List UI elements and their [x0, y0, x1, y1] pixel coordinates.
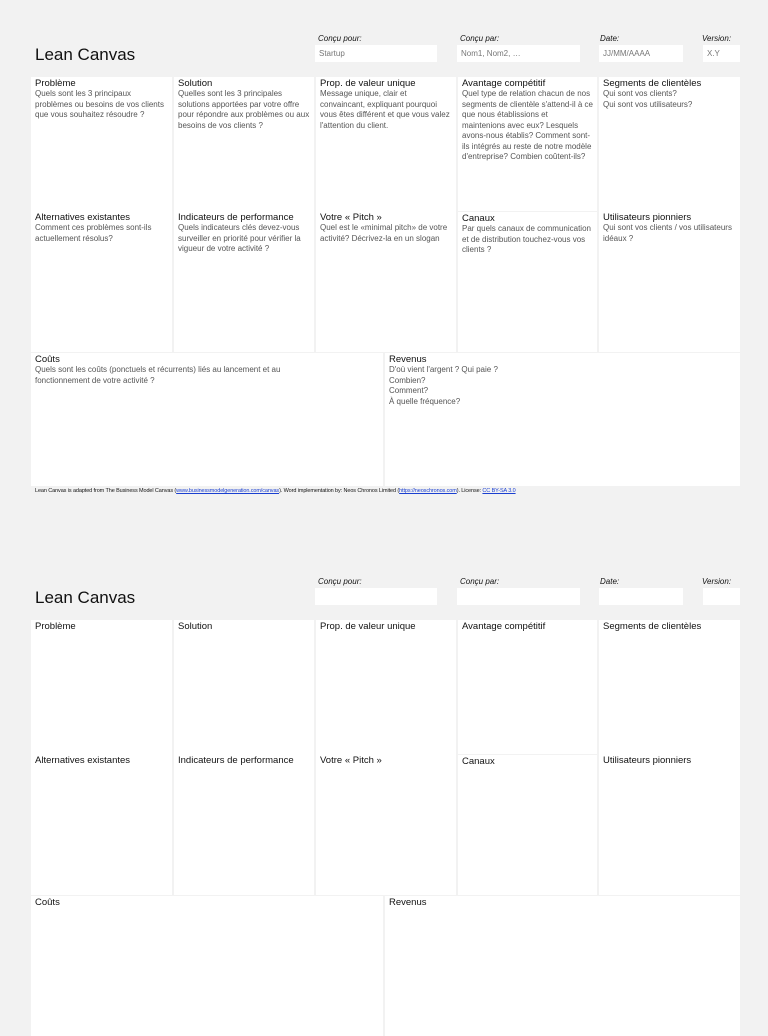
box-prop-valeur-desc: Message unique, clair et convaincant, expliquant pourquoi vous êtes différent et que vous valez l'attention du client.: [320, 89, 450, 130]
version-label-blank: Version:: [702, 577, 732, 586]
box-solution-title: Solution: [178, 78, 213, 89]
box-couts-desc: Quels sont les coûts (ponctuels et récurrents) liés au lancement et au fonctionnement de votre activité ?: [35, 365, 281, 385]
box-probleme-blank-title: Problème: [35, 621, 76, 632]
box-pitch[interactable]: [316, 211, 456, 352]
box-canaux-desc: Par quels canaux de communication et de distribution touchez-vous vos clients ?: [462, 224, 591, 254]
version-field[interactable]: X.Y: [703, 45, 740, 62]
box-pionniers[interactable]: [599, 211, 740, 352]
license-link[interactable]: CC BY-SA 3.0: [482, 488, 516, 494]
box-solution[interactable]: [174, 77, 314, 211]
box-couts[interactable]: [31, 353, 383, 486]
box-pitch-title: Votre « Pitch »: [320, 212, 382, 223]
footer-text-1: Lean Canvas is adapted from The Business Model Canvas (: [35, 488, 177, 494]
box-pionniers-desc: Qui sont vos clients / vos utilisateurs idéaux ?: [603, 223, 732, 243]
concu-par-field[interactable]: Nom1, Nom2, …: [457, 45, 580, 62]
concu-pour-field[interactable]: Startup: [315, 45, 437, 62]
box-solution-desc: Quelles sont les 3 principales solutions apportées par votre offre pour répondre aux problèmes ou aux besoins de vos clients ?: [178, 89, 310, 130]
box-pionniers-title: Utilisateurs pionniers: [603, 212, 692, 223]
box-avantage[interactable]: [458, 77, 597, 211]
box-segments-title: Segments de clientèles: [603, 78, 702, 89]
box-avantage-blank-title: Avantage compétitif: [462, 621, 546, 632]
box-prop-valeur-title: Prop. de valeur unique: [320, 78, 416, 89]
box-alternatives-blank[interactable]: [31, 754, 172, 895]
box-segments-blank-title: Segments de clientèles: [603, 621, 702, 632]
concu-par-field-blank[interactable]: [457, 588, 580, 605]
box-couts-blank-title: Coûts: [35, 897, 60, 908]
box-avantage-title: Avantage compétitif: [462, 78, 546, 89]
box-indicateurs-blank-title: Indicateurs de performance: [178, 755, 294, 766]
concu-par-label-blank: Conçu par:: [460, 577, 500, 586]
footer-text-2: ). Word implementation by: Neos Chronos Limited (: [279, 488, 400, 494]
box-alternatives[interactable]: [31, 211, 172, 352]
date-label: Date:: [600, 34, 620, 43]
concu-pour-label: Conçu pour:: [318, 34, 362, 43]
box-pionniers-blank-title: Utilisateurs pionniers: [603, 755, 692, 766]
license-footer: [35, 488, 516, 494]
box-solution-blank[interactable]: [174, 620, 314, 754]
neoschronos-link[interactable]: https://neoschronos.com: [399, 488, 457, 494]
box-alternatives-desc: Comment ces problèmes sont-ils actuellement résolus?: [35, 223, 152, 243]
box-canaux-blank-title: Canaux: [462, 756, 495, 767]
box-canaux-blank[interactable]: [458, 755, 597, 895]
box-revenus-desc: D'où vient l'argent ? Qui paie ? Combien? Comment? À quelle fréquence?: [389, 365, 498, 406]
box-pitch-desc: Quel est le «minimal pitch» de votre activité? Décrivez-la en un slogan: [320, 223, 448, 243]
box-indicateurs[interactable]: [174, 211, 314, 352]
page-title: Lean Canvas: [35, 45, 136, 64]
page-title-blank: Lean Canvas: [35, 588, 136, 607]
box-avantage-desc: Quel type de relation chacun de nos segments de clientèle s'attend-il à ce que nous établissions et maintenions avec eux? Lesquels avons-nous établis? Comment sont-ils intégrés au reste de notre modèle d'entreprise? Combien coûtent-ils?: [462, 89, 593, 161]
version-label: Version:: [702, 34, 732, 43]
version-field-blank[interactable]: [703, 588, 740, 605]
box-alternatives-blank-title: Alternatives existantes: [35, 755, 131, 766]
business-model-link[interactable]: www.businessmodelgeneration.com/canvas: [176, 488, 280, 494]
box-revenus-title: Revenus: [389, 354, 427, 365]
box-pionniers-blank[interactable]: [599, 754, 740, 895]
footer-text-3: ). License:: [456, 488, 483, 494]
concu-pour-field-blank[interactable]: [315, 588, 437, 605]
date-field-blank[interactable]: [599, 588, 683, 605]
box-alternatives-title: Alternatives existantes: [35, 212, 131, 223]
box-prop-valeur-blank-title: Prop. de valeur unique: [320, 621, 416, 632]
box-segments-desc: Qui sont vos clients? Qui sont vos utilisateurs?: [603, 89, 693, 109]
box-pitch-blank-title: Votre « Pitch »: [320, 755, 382, 766]
box-couts-title: Coûts: [35, 354, 60, 365]
box-couts-blank[interactable]: [31, 896, 383, 1036]
box-probleme-title: Problème: [35, 78, 76, 89]
box-indicateurs-title: Indicateurs de performance: [178, 212, 294, 223]
box-solution-blank-title: Solution: [178, 621, 213, 632]
date-label-blank: Date:: [600, 577, 620, 586]
box-indicateurs-desc: Quels indicateurs clés devez-vous surveiller en priorité pour vérifier la vigueur de votre activité ?: [178, 223, 301, 253]
box-indicateurs-blank[interactable]: [174, 754, 314, 895]
date-field[interactable]: JJ/MM/AAAA: [599, 45, 683, 62]
concu-pour-label-blank: Conçu pour:: [318, 577, 362, 586]
box-canaux[interactable]: [458, 212, 597, 352]
box-canaux-title: Canaux: [462, 213, 495, 224]
box-revenus-blank-title: Revenus: [389, 897, 427, 908]
box-revenus[interactable]: [385, 353, 740, 486]
box-revenus-blank[interactable]: [385, 896, 740, 1036]
box-probleme-desc: Quels sont les 3 principaux problèmes ou besoins de vos clients que vous souhaitez résoudre ?: [35, 89, 164, 119]
concu-par-label: Conçu par:: [460, 34, 500, 43]
box-pitch-blank[interactable]: [316, 754, 456, 895]
box-avantage-blank[interactable]: [458, 620, 597, 754]
